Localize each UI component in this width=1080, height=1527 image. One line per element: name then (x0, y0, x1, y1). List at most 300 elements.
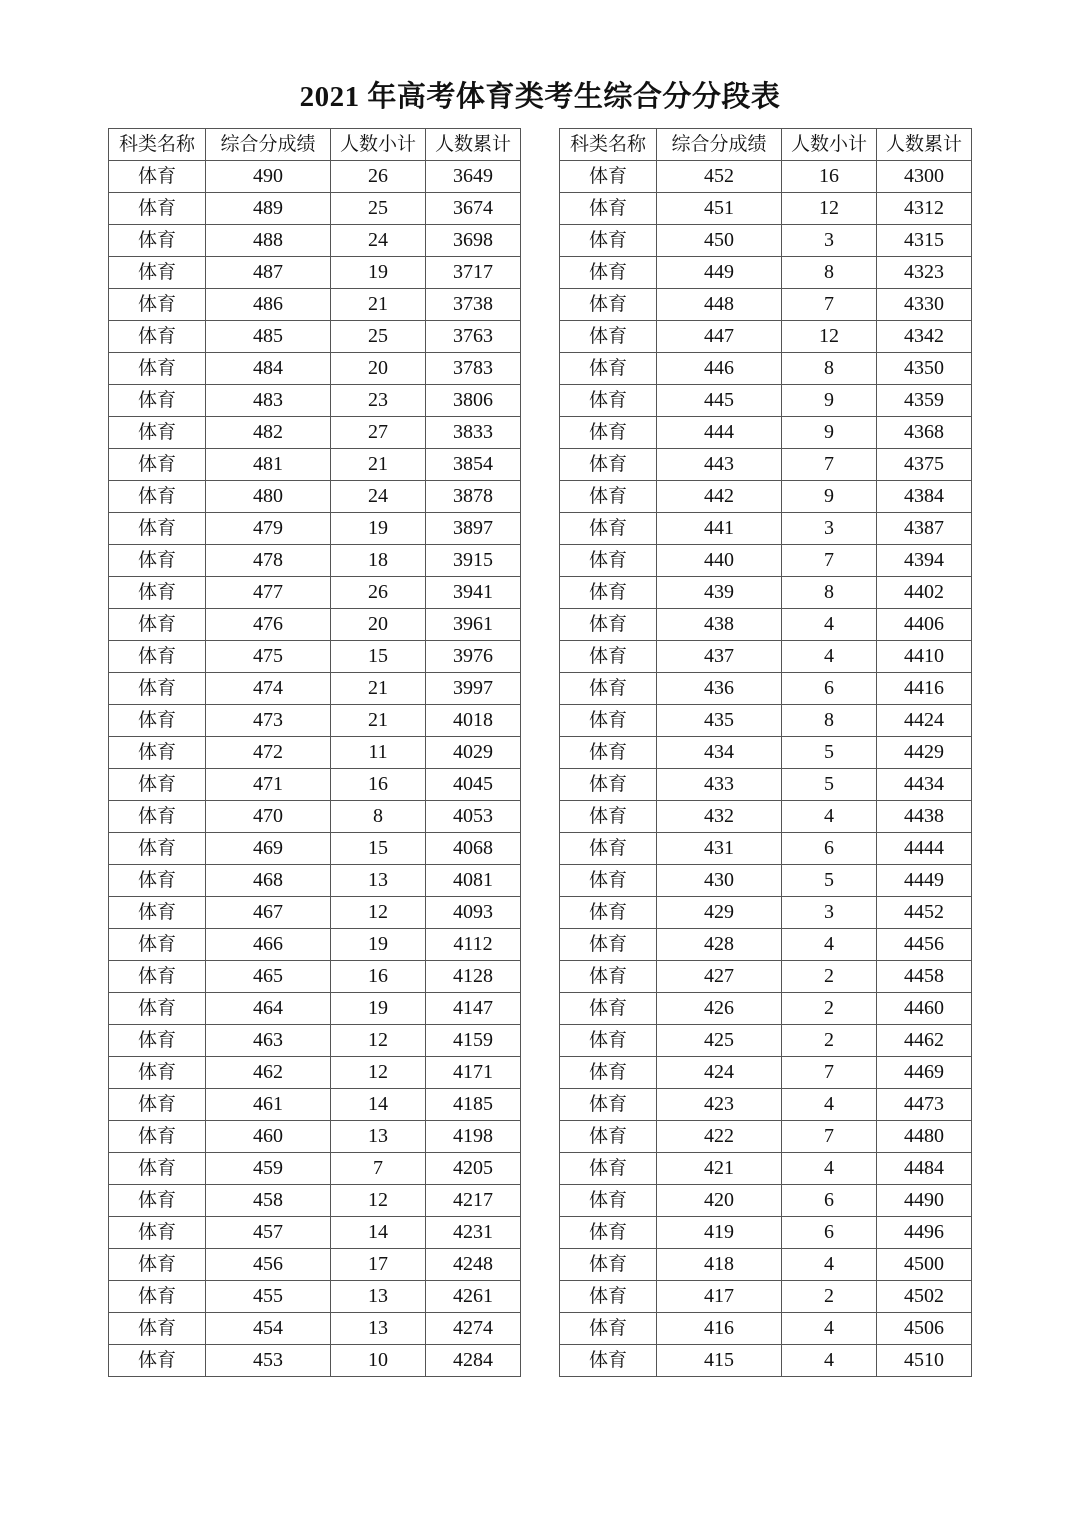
cell-category: 体育 (109, 577, 206, 609)
cell-cumulative: 4171 (426, 1057, 521, 1089)
cell-category: 体育 (109, 1217, 206, 1249)
column-header-score: 综合分成绩 (206, 129, 331, 161)
table-row (109, 321, 521, 353)
table-row (560, 1249, 972, 1281)
cell-score: 425 (657, 1025, 782, 1057)
column-header-category: 科类名称 (560, 129, 657, 161)
table-row (109, 257, 521, 289)
table-row (560, 1313, 972, 1345)
table-row (109, 769, 521, 801)
table-row (109, 1121, 521, 1153)
cell-cumulative: 4458 (877, 961, 972, 993)
cell-category: 体育 (560, 513, 657, 545)
cell-subtotal: 12 (782, 321, 877, 353)
cell-score: 429 (657, 897, 782, 929)
cell-category: 体育 (109, 1313, 206, 1345)
cell-cumulative: 4312 (877, 193, 972, 225)
cell-cumulative: 4375 (877, 449, 972, 481)
cell-score: 419 (657, 1217, 782, 1249)
cell-category: 体育 (560, 321, 657, 353)
cell-category: 体育 (109, 1089, 206, 1121)
score-table-right (559, 128, 972, 1377)
table-row (109, 1249, 521, 1281)
cell-category: 体育 (560, 801, 657, 833)
cell-category: 体育 (560, 449, 657, 481)
cell-category: 体育 (560, 1313, 657, 1345)
cell-category: 体育 (109, 449, 206, 481)
cell-subtotal: 9 (782, 481, 877, 513)
table-row (560, 385, 972, 417)
cell-cumulative: 3976 (426, 641, 521, 673)
cell-subtotal: 19 (331, 929, 426, 961)
cell-category: 体育 (560, 1217, 657, 1249)
table-row (109, 545, 521, 577)
cell-subtotal: 25 (331, 321, 426, 353)
cell-score: 430 (657, 865, 782, 897)
table-row (109, 1281, 521, 1313)
column-header-category: 科类名称 (109, 129, 206, 161)
table-row (109, 385, 521, 417)
cell-cumulative: 4147 (426, 993, 521, 1025)
cell-score: 485 (206, 321, 331, 353)
cell-subtotal: 27 (331, 417, 426, 449)
cell-cumulative: 4502 (877, 1281, 972, 1313)
cell-category: 体育 (560, 417, 657, 449)
cell-cumulative: 4462 (877, 1025, 972, 1057)
cell-cumulative: 3806 (426, 385, 521, 417)
table-row (560, 801, 972, 833)
cell-score: 464 (206, 993, 331, 1025)
table-row (560, 705, 972, 737)
cell-score: 476 (206, 609, 331, 641)
cell-category: 体育 (109, 769, 206, 801)
cell-cumulative: 4081 (426, 865, 521, 897)
cell-subtotal: 15 (331, 833, 426, 865)
table-body-left (109, 161, 521, 1377)
cell-category: 体育 (109, 929, 206, 961)
cell-category: 体育 (109, 513, 206, 545)
cell-score: 459 (206, 1153, 331, 1185)
table-row (109, 993, 521, 1025)
cell-cumulative: 4323 (877, 257, 972, 289)
cell-cumulative: 4394 (877, 545, 972, 577)
cell-category: 体育 (109, 737, 206, 769)
cell-subtotal: 24 (331, 481, 426, 513)
cell-score: 479 (206, 513, 331, 545)
cell-subtotal: 2 (782, 993, 877, 1025)
table-row (109, 161, 521, 193)
cell-category: 体育 (560, 1249, 657, 1281)
cell-category: 体育 (109, 1249, 206, 1281)
column-header-subtotal: 人数小计 (782, 129, 877, 161)
cell-score: 480 (206, 481, 331, 513)
cell-score: 451 (657, 193, 782, 225)
table-row (560, 609, 972, 641)
cell-cumulative: 3878 (426, 481, 521, 513)
column-header-subtotal: 人数小计 (331, 129, 426, 161)
cell-subtotal: 21 (331, 449, 426, 481)
cell-subtotal: 12 (331, 1025, 426, 1057)
cell-subtotal: 17 (331, 1249, 426, 1281)
cell-subtotal: 8 (782, 353, 877, 385)
cell-score: 461 (206, 1089, 331, 1121)
cell-subtotal: 12 (331, 1057, 426, 1089)
cell-category: 体育 (109, 193, 206, 225)
table-header-row (560, 129, 972, 161)
cell-cumulative: 4429 (877, 737, 972, 769)
cell-subtotal: 24 (331, 225, 426, 257)
cell-subtotal: 4 (782, 609, 877, 641)
cell-category: 体育 (109, 833, 206, 865)
cell-category: 体育 (560, 193, 657, 225)
cell-cumulative: 4018 (426, 705, 521, 737)
table-row (109, 577, 521, 609)
cell-score: 444 (657, 417, 782, 449)
cell-subtotal: 12 (331, 1185, 426, 1217)
cell-cumulative: 4473 (877, 1089, 972, 1121)
cell-category: 体育 (109, 865, 206, 897)
cell-cumulative: 4359 (877, 385, 972, 417)
table-row (109, 481, 521, 513)
cell-subtotal: 15 (331, 641, 426, 673)
cell-cumulative: 4112 (426, 929, 521, 961)
cell-category: 体育 (560, 769, 657, 801)
cell-category: 体育 (560, 257, 657, 289)
cell-category: 体育 (560, 481, 657, 513)
table-row (109, 961, 521, 993)
cell-cumulative: 4490 (877, 1185, 972, 1217)
cell-score: 472 (206, 737, 331, 769)
cell-score: 434 (657, 737, 782, 769)
table-row (560, 577, 972, 609)
cell-category: 体育 (109, 417, 206, 449)
cell-subtotal: 4 (782, 1153, 877, 1185)
cell-subtotal: 2 (782, 1025, 877, 1057)
table-row (109, 417, 521, 449)
table-row (560, 1217, 972, 1249)
cell-cumulative: 3854 (426, 449, 521, 481)
cell-category: 体育 (560, 1185, 657, 1217)
cell-cumulative: 4452 (877, 897, 972, 929)
cell-category: 体育 (560, 609, 657, 641)
cell-category: 体育 (109, 993, 206, 1025)
cell-score: 455 (206, 1281, 331, 1313)
table-row (109, 865, 521, 897)
cell-cumulative: 4406 (877, 609, 972, 641)
cell-subtotal: 6 (782, 1185, 877, 1217)
cell-cumulative: 4434 (877, 769, 972, 801)
cell-category: 体育 (109, 481, 206, 513)
cell-subtotal: 7 (782, 1121, 877, 1153)
cell-category: 体育 (109, 257, 206, 289)
cell-score: 440 (657, 545, 782, 577)
table-row (560, 193, 972, 225)
cell-score: 490 (206, 161, 331, 193)
table-row (109, 737, 521, 769)
cell-category: 体育 (560, 1089, 657, 1121)
cell-cumulative: 4128 (426, 961, 521, 993)
cell-cumulative: 3763 (426, 321, 521, 353)
cell-category: 体育 (560, 961, 657, 993)
cell-category: 体育 (560, 929, 657, 961)
cell-cumulative: 4330 (877, 289, 972, 321)
score-table-left (108, 128, 521, 1377)
cell-subtotal: 3 (782, 897, 877, 929)
table-row (560, 641, 972, 673)
cell-category: 体育 (560, 1153, 657, 1185)
cell-subtotal: 13 (331, 1313, 426, 1345)
cell-cumulative: 4480 (877, 1121, 972, 1153)
cell-category: 体育 (109, 1153, 206, 1185)
cell-cumulative: 4496 (877, 1217, 972, 1249)
table-row (560, 1281, 972, 1313)
cell-cumulative: 4274 (426, 1313, 521, 1345)
cell-subtotal: 4 (782, 929, 877, 961)
cell-cumulative: 4368 (877, 417, 972, 449)
cell-score: 466 (206, 929, 331, 961)
cell-score: 446 (657, 353, 782, 385)
table-row (560, 1089, 972, 1121)
cell-subtotal: 6 (782, 833, 877, 865)
cell-category: 体育 (560, 1345, 657, 1377)
column-header-cumulative: 人数累计 (426, 129, 521, 161)
cell-subtotal: 4 (782, 1345, 877, 1377)
cell-subtotal: 13 (331, 865, 426, 897)
cell-score: 487 (206, 257, 331, 289)
cell-cumulative: 4068 (426, 833, 521, 865)
cell-subtotal: 2 (782, 1281, 877, 1313)
cell-subtotal: 3 (782, 513, 877, 545)
cell-subtotal: 7 (782, 545, 877, 577)
cell-subtotal: 13 (331, 1281, 426, 1313)
cell-cumulative: 4248 (426, 1249, 521, 1281)
table-row (109, 897, 521, 929)
cell-score: 477 (206, 577, 331, 609)
cell-cumulative: 3997 (426, 673, 521, 705)
cell-subtotal: 7 (782, 1057, 877, 1089)
cell-category: 体育 (560, 1057, 657, 1089)
table-row (109, 609, 521, 641)
cell-subtotal: 21 (331, 705, 426, 737)
cell-score: 435 (657, 705, 782, 737)
cell-subtotal: 8 (782, 705, 877, 737)
cell-score: 424 (657, 1057, 782, 1089)
cell-subtotal: 18 (331, 545, 426, 577)
cell-subtotal: 8 (782, 257, 877, 289)
cell-score: 482 (206, 417, 331, 449)
cell-subtotal: 16 (331, 769, 426, 801)
cell-score: 418 (657, 1249, 782, 1281)
cell-category: 体育 (109, 321, 206, 353)
table-row (109, 1217, 521, 1249)
cell-cumulative: 4500 (877, 1249, 972, 1281)
cell-score: 431 (657, 833, 782, 865)
table-row (109, 289, 521, 321)
cell-category: 体育 (109, 353, 206, 385)
cell-category: 体育 (109, 1057, 206, 1089)
cell-category: 体育 (560, 1121, 657, 1153)
cell-subtotal: 2 (782, 961, 877, 993)
cell-subtotal: 5 (782, 737, 877, 769)
cell-subtotal: 11 (331, 737, 426, 769)
cell-score: 439 (657, 577, 782, 609)
cell-score: 416 (657, 1313, 782, 1345)
cell-category: 体育 (109, 1121, 206, 1153)
cell-subtotal: 7 (782, 449, 877, 481)
cell-cumulative: 3961 (426, 609, 521, 641)
table-row (560, 353, 972, 385)
cell-cumulative: 4449 (877, 865, 972, 897)
cell-category: 体育 (109, 705, 206, 737)
table-row (560, 513, 972, 545)
table-row (560, 257, 972, 289)
table-row (109, 193, 521, 225)
cell-category: 体育 (560, 673, 657, 705)
cell-score: 465 (206, 961, 331, 993)
cell-cumulative: 3833 (426, 417, 521, 449)
table-row (560, 289, 972, 321)
cell-score: 453 (206, 1345, 331, 1377)
table-row (560, 769, 972, 801)
cell-subtotal: 25 (331, 193, 426, 225)
table-row (560, 545, 972, 577)
cell-score: 456 (206, 1249, 331, 1281)
table-row (560, 833, 972, 865)
table-row (109, 1089, 521, 1121)
cell-score: 426 (657, 993, 782, 1025)
cell-score: 445 (657, 385, 782, 417)
cell-category: 体育 (109, 225, 206, 257)
cell-cumulative: 4350 (877, 353, 972, 385)
cell-score: 420 (657, 1185, 782, 1217)
cell-score: 441 (657, 513, 782, 545)
table-row (560, 961, 972, 993)
cell-score: 458 (206, 1185, 331, 1217)
table-row (109, 673, 521, 705)
cell-score: 483 (206, 385, 331, 417)
cell-subtotal: 7 (782, 289, 877, 321)
cell-score: 437 (657, 641, 782, 673)
cell-cumulative: 4205 (426, 1153, 521, 1185)
cell-subtotal: 6 (782, 1217, 877, 1249)
table-row (560, 993, 972, 1025)
cell-subtotal: 5 (782, 865, 877, 897)
cell-score: 471 (206, 769, 331, 801)
cell-score: 484 (206, 353, 331, 385)
cell-cumulative: 4456 (877, 929, 972, 961)
cell-score: 442 (657, 481, 782, 513)
table-row (560, 1345, 972, 1377)
cell-score: 438 (657, 609, 782, 641)
cell-subtotal: 12 (331, 897, 426, 929)
cell-score: 486 (206, 289, 331, 321)
cell-score: 462 (206, 1057, 331, 1089)
cell-subtotal: 10 (331, 1345, 426, 1377)
cell-subtotal: 16 (331, 961, 426, 993)
cell-category: 体育 (560, 385, 657, 417)
cell-subtotal: 21 (331, 673, 426, 705)
cell-cumulative: 3783 (426, 353, 521, 385)
column-header-cumulative: 人数累计 (877, 129, 972, 161)
cell-score: 489 (206, 193, 331, 225)
page-title: 2021 年高考体育类考生综合分分段表 (299, 81, 781, 113)
cell-cumulative: 4093 (426, 897, 521, 929)
cell-cumulative: 3649 (426, 161, 521, 193)
table-row (109, 353, 521, 385)
cell-cumulative: 4387 (877, 513, 972, 545)
cell-cumulative: 4053 (426, 801, 521, 833)
cell-score: 460 (206, 1121, 331, 1153)
cell-cumulative: 4506 (877, 1313, 972, 1345)
cell-cumulative: 4484 (877, 1153, 972, 1185)
cell-score: 423 (657, 1089, 782, 1121)
cell-subtotal: 9 (782, 385, 877, 417)
cell-score: 475 (206, 641, 331, 673)
cell-subtotal: 16 (782, 161, 877, 193)
cell-cumulative: 4231 (426, 1217, 521, 1249)
cell-cumulative: 4410 (877, 641, 972, 673)
cell-subtotal: 14 (331, 1089, 426, 1121)
cell-score: 481 (206, 449, 331, 481)
cell-category: 体育 (109, 641, 206, 673)
cell-subtotal: 19 (331, 993, 426, 1025)
cell-score: 448 (657, 289, 782, 321)
cell-score: 474 (206, 673, 331, 705)
cell-category: 体育 (560, 289, 657, 321)
cell-score: 436 (657, 673, 782, 705)
cell-category: 体育 (560, 993, 657, 1025)
cell-cumulative: 4315 (877, 225, 972, 257)
cell-subtotal: 4 (782, 1313, 877, 1345)
cell-score: 488 (206, 225, 331, 257)
table-row (109, 1313, 521, 1345)
table-row (109, 1185, 521, 1217)
cell-subtotal: 4 (782, 1249, 877, 1281)
cell-subtotal: 6 (782, 673, 877, 705)
cell-score: 452 (657, 161, 782, 193)
cell-category: 体育 (560, 1025, 657, 1057)
cell-score: 428 (657, 929, 782, 961)
table-row (109, 449, 521, 481)
cell-score: 450 (657, 225, 782, 257)
cell-cumulative: 4198 (426, 1121, 521, 1153)
table-row (109, 801, 521, 833)
cell-cumulative: 4185 (426, 1089, 521, 1121)
cell-score: 473 (206, 705, 331, 737)
cell-category: 体育 (109, 1345, 206, 1377)
cell-category: 体育 (109, 609, 206, 641)
cell-subtotal: 26 (331, 577, 426, 609)
cell-cumulative: 4342 (877, 321, 972, 353)
cell-score: 443 (657, 449, 782, 481)
cell-subtotal: 5 (782, 769, 877, 801)
cell-category: 体育 (109, 1281, 206, 1313)
cell-subtotal: 13 (331, 1121, 426, 1153)
cell-subtotal: 21 (331, 289, 426, 321)
cell-subtotal: 19 (331, 513, 426, 545)
cell-cumulative: 4384 (877, 481, 972, 513)
cell-subtotal: 4 (782, 641, 877, 673)
score-distribution-tables (108, 128, 972, 1377)
cell-subtotal: 23 (331, 385, 426, 417)
table-row (560, 737, 972, 769)
table-row (560, 865, 972, 897)
cell-category: 体育 (560, 737, 657, 769)
cell-score: 433 (657, 769, 782, 801)
cell-cumulative: 4261 (426, 1281, 521, 1313)
cell-score: 427 (657, 961, 782, 993)
cell-category: 体育 (109, 161, 206, 193)
